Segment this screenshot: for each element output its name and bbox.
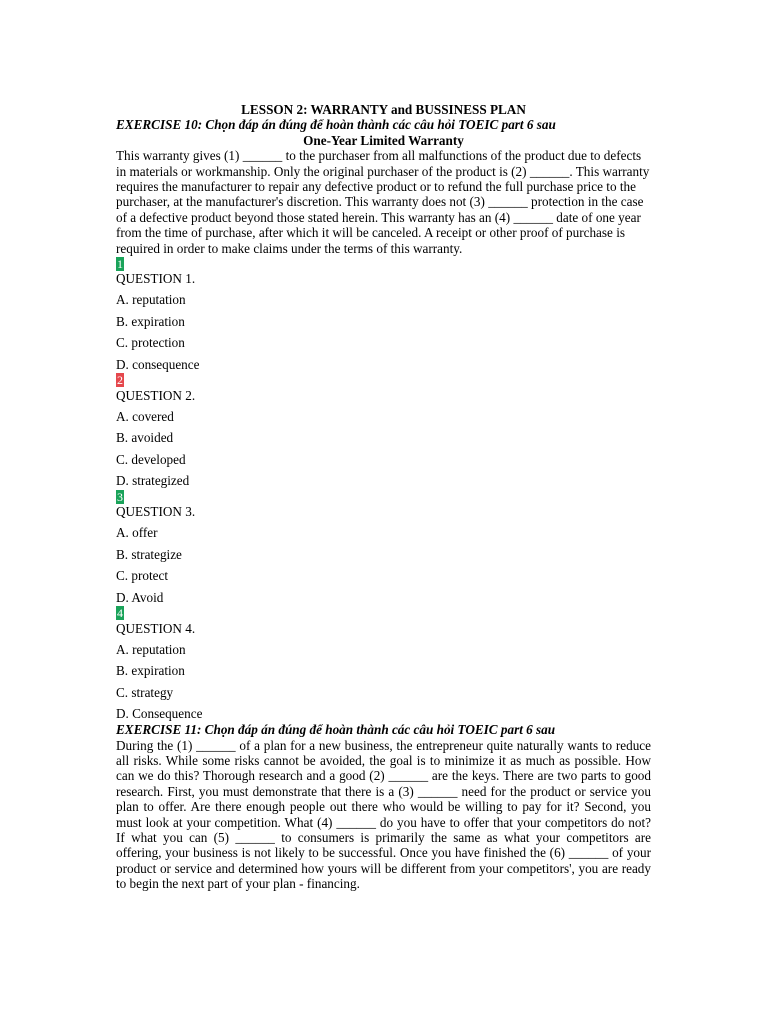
question-1 xyxy=(116,256,651,372)
answer-option[interactable]: D. consequence xyxy=(116,356,200,372)
exercise-10-passage: This warranty gives (1) ______ to the purchaser from all malfunctions of the product due to defects in materials or workmanship. Only the original purchaser of the product is (2) ______. This warranty requires the manufacturer to repair any defective product or to refund the full purchase price to the purchaser, at the manufacturer's discretion. This warranty does not (3) ______ protection in the case of a defective product beyond those stated herein. This warranty has an (4) ______ date of one year from the time of purchase, after which it will be canceled. A receipt or other proof of purchase is required in order to make claims under the terms of this warranty. xyxy=(116,148,650,256)
question-label: QUESTION 4. xyxy=(116,620,196,636)
question-number-badge[interactable]: 4 xyxy=(117,606,123,621)
question-number-badge[interactable]: 1 xyxy=(117,257,123,272)
exercise-10-title: EXERCISE 10: Chọn đáp án đúng để hoàn thành các câu hỏi TOEIC part 6 sau xyxy=(116,117,556,133)
lesson-title: LESSON 2: WARRANTY and BUSSINESS PLAN xyxy=(241,102,526,117)
question-2 xyxy=(116,372,651,488)
question-number-badge[interactable]: 2 xyxy=(117,373,123,388)
answer-option[interactable]: A. reputation xyxy=(116,641,186,657)
answer-option[interactable]: B. expiration xyxy=(116,663,185,679)
answer-option[interactable]: D. Avoid xyxy=(116,589,164,605)
exercise-11-title: EXERCISE 11: Chọn đáp án đúng để hoàn thành các câu hỏi TOEIC part 6 sau xyxy=(116,722,556,738)
document-page xyxy=(116,102,651,892)
answer-option[interactable]: A. covered xyxy=(116,408,174,424)
answer-option[interactable]: B. expiration xyxy=(116,313,185,329)
answer-option[interactable]: D. Consequence xyxy=(116,706,203,722)
answer-option[interactable]: C. protection xyxy=(116,335,185,351)
answer-option[interactable]: A. offer xyxy=(116,525,158,541)
answer-option[interactable]: B. avoided xyxy=(116,430,174,446)
question-list xyxy=(116,256,651,722)
warranty-title: One-Year Limited Warranty xyxy=(303,132,464,148)
question-label: QUESTION 1. xyxy=(116,271,196,287)
question-number-badge[interactable]: 3 xyxy=(117,489,123,504)
exercise-11-passage: During the (1) ______ of a plan for a new business, the entrepreneur quite naturally wants to reduce all risks. While some risks cannot be avoided, the goal is to minimize it as much as possible. How can we do this? Thorough research and a good (2) ______ are the keys. There are two parts to good research. First, you must demonstrate that there is a (3) ______ need for the product or service you plan to offer. Are there enough people out there who would be willing to pay for it? Second, you must look at your competition. What (4) ______ do you have to offer that your competitors do not? If what you can (5) ______ to consumers is primarily the same as what your competitors are offering, your business is not likely to be successful. Once you have finished the (6) ______ of your product or service and determined how yours will be different from your competitors', you are ready to begin the next part of your plan - financing. xyxy=(116,737,651,892)
answer-option[interactable]: C. strategy xyxy=(116,684,174,700)
answer-option[interactable]: B. strategize xyxy=(116,546,182,562)
answer-option[interactable]: A. reputation xyxy=(116,292,186,308)
question-label: QUESTION 2. xyxy=(116,387,196,403)
answer-option[interactable]: C. protect xyxy=(116,568,169,584)
answer-option[interactable]: C. developed xyxy=(116,451,186,467)
question-label: QUESTION 3. xyxy=(116,504,196,520)
question-3 xyxy=(116,489,651,605)
answer-option[interactable]: D. strategized xyxy=(116,473,190,489)
question-4 xyxy=(116,605,651,722)
